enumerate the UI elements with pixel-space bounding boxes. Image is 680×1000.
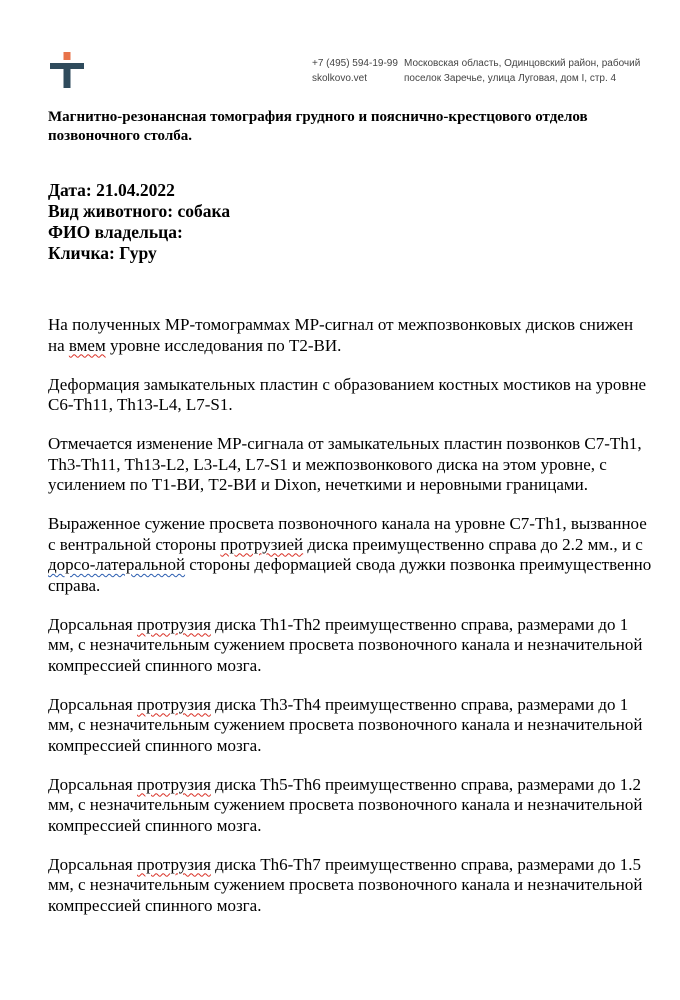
phone-number: +7 (495) 594-19-99 (312, 58, 398, 69)
text-span: стороны деформацией свода дужки позвонка преимущественно справа. (48, 555, 652, 595)
text-span: диска Th6-Th7 преимущественно справа, размерами до 1.5 мм, с незначительным сужением просвета позвоночного канала и незначительной компрессией спинного мозга. (48, 854, 643, 915)
text-span: диска преимущественно справа до 2.2 мм., и с (303, 534, 643, 554)
report-body (48, 315, 652, 935)
misspelled-word: вмем (68, 335, 106, 355)
contact-phone-site (312, 56, 398, 86)
website: skolkovo.vet (312, 73, 368, 84)
misspelled-word: протрузия (137, 854, 211, 874)
contact-address (404, 56, 640, 86)
paragraph-7 (48, 775, 652, 837)
document-title: Магнитно-резонансная томография грудного и пояснично-крестцового отделов позвоночного столба. (48, 109, 588, 144)
grammar-flagged-word: дорсо-латеральной (48, 555, 186, 574)
misspelled-word: протрузией (220, 534, 304, 554)
paragraph-4 (48, 514, 652, 596)
paragraph-3: Отмечается изменение МР-сигнала от замыкательных пластин позвонков С7-Th1, Th3-Th11, Th13-L2, L3-L4, L7-S1 и межпозвонкового диска на этом уровне, с усилением по Т1-ВИ, Т2-ВИ и Dixon, нечеткими и неровными границами. (48, 434, 642, 494)
text-span: диска Th1-Th2 преимущественно справа, размерами до 1 мм, с незначительным сужением просвета позвоночного канала и незначительной компрессией спинного мозга. (48, 614, 643, 675)
patient-info (48, 180, 230, 264)
text-span: Дорсальная (48, 614, 137, 634)
text-span: диска Th5-Th6 преимущественно справа, размерами до 1.2 мм, с незначительным сужением просвета позвоночного канала и незначительной компрессией спинного мозга. (48, 774, 643, 835)
paragraph-8 (48, 855, 652, 917)
text-span: Дорсальная (48, 694, 137, 714)
paragraph-5 (48, 615, 652, 677)
clinic-logo (50, 52, 84, 88)
text-span: диска Th3-Th4 преимущественно справа, размерами до 1 мм, с незначительным сужением просвета позвоночного канала и незначительной компрессией спинного мозга. (48, 694, 643, 755)
misspelled-word: протрузия (137, 614, 211, 634)
logo-cross-icon (50, 52, 84, 88)
text-span: Выраженное сужение просвета позвоночного канала на уровне С7-Th1, вызванное с вентральной стороны (48, 514, 647, 554)
paragraph-1 (48, 315, 652, 356)
pet-name: Кличка: Гуру (48, 243, 157, 263)
address-line-1: Московская область, Одинцовский район, рабочий (404, 58, 641, 69)
address-line-2: поселок Заречье, улица Луговая, дом I, стр. 4 (404, 73, 617, 84)
text-span: уровне исследования по Т2-ВИ. (105, 335, 342, 355)
text-span: Дорсальная (48, 774, 137, 794)
text-span: На полученных МР-томограммах МР-сигнал от межпозвонковых дисков снижен на (48, 315, 634, 355)
paragraph-2: Деформация замыкательных пластин с образованием костных мостиков на уровне C6-Th11, Th13-L4, L7-S1. (48, 374, 647, 414)
misspelled-word: протрузия (137, 774, 211, 794)
paragraph-6 (48, 695, 652, 757)
animal-species: Вид животного: собака (48, 201, 231, 221)
text-span: Дорсальная (48, 854, 137, 874)
owner-name: ФИО владельца: (48, 222, 183, 242)
exam-date: Дата: 21.04.2022 (48, 180, 175, 200)
misspelled-word: протрузия (137, 694, 211, 714)
